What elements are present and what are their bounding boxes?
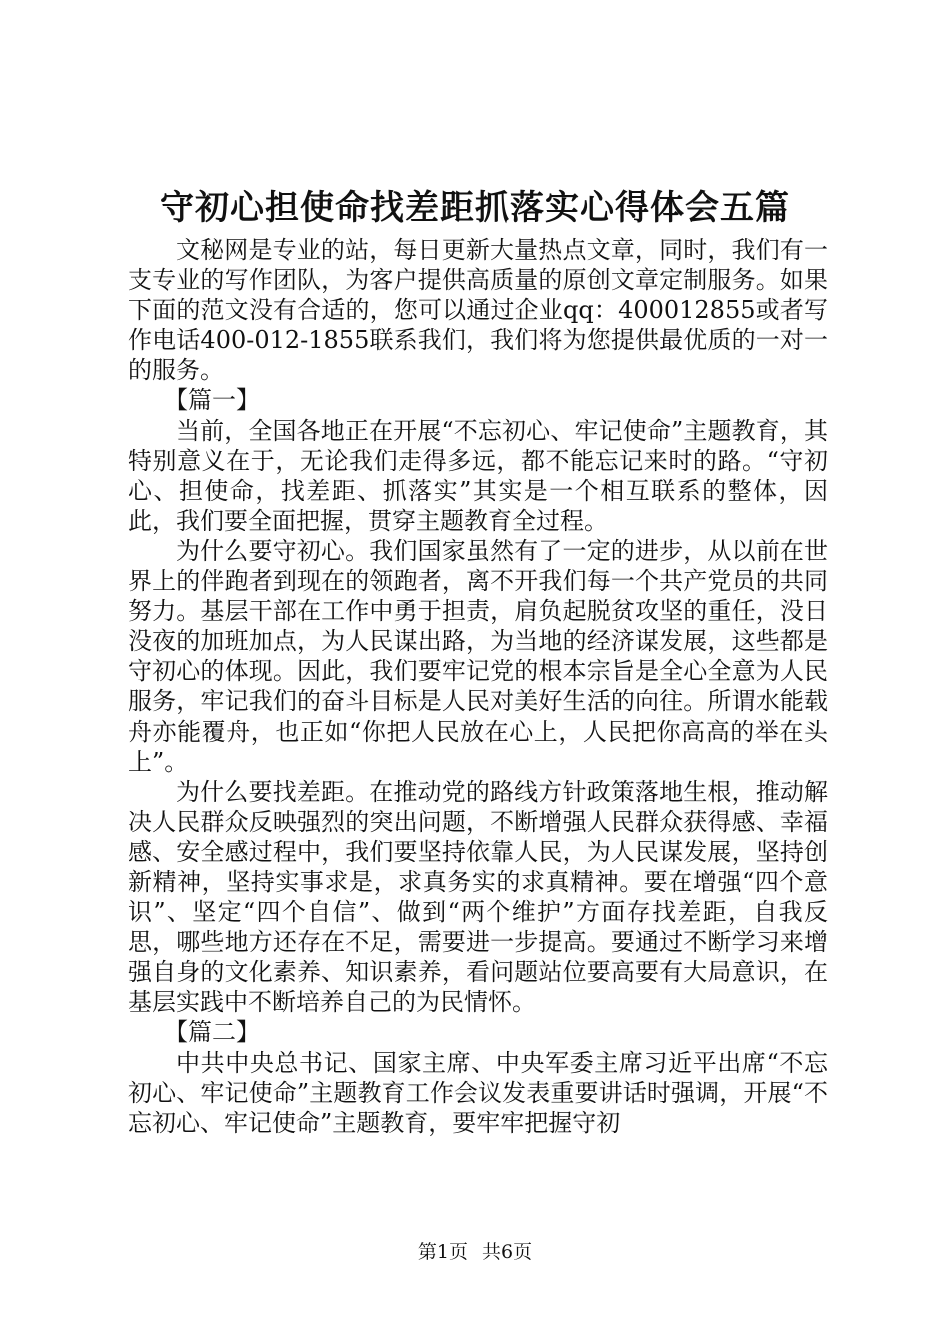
section-heading-1: 【篇一】	[164, 386, 260, 415]
paragraph: 为什么要找差距。在推动党的路线方针政策落地生根，推动解决人民群众反映强烈的突出问题，不断增强人民群众获得感、幸福感、安全感过程中，我们要坚持依靠人民，为人民谋发展，坚持创新精神，坚持实事求是，求真务实的求真精神。要在增强“四个意识”、坚定“四个自信”、做到“两个维护”方面存找差距，自我反思，哪些地方还存在不足，需要进一步提高。要通过不断学习来增强自身的文化素养、知识素养，看问题站位要高要有大局意识，在基层实践中不断培养自己的为民情怀。	[128, 777, 828, 1017]
paragraph: 为什么要守初心。我们国家虽然有了一定的进步，从以前在世界上的伴跑者到现在的领跑者，离不开我们每一个共产党员的共同努力。基层干部在工作中勇于担责，肩负起脱贫攻坚的重任，没日没夜的加班加点，为人民谋出路，为当地的经济谋发展，这些都是守初心的体现。因此，我们要牢记党的根本宗旨是全心全意为人民服务，牢记我们的奋斗目标是人民对美好生活的向往。所谓水能载舟亦能覆舟，也正如“你把人民放在心上，人民把你高高的举在头上”。	[128, 536, 828, 776]
section-heading-2: 【篇二】	[164, 1018, 260, 1047]
document-title: 守初心担使命找差距抓落实心得体会五篇	[160, 188, 790, 228]
paragraph: 中共中央总书记、国家主席、中央军委主席习近平出席“不忘初心、牢记使命”主题教育工作会议发表重要讲话时强调，开展“不忘初心、牢记使命”主题教育，要牢牢把握守初	[128, 1048, 828, 1137]
page-total: 共6页	[482, 1241, 533, 1263]
paragraph-intro: 文秘网是专业的站，每日更新大量热点文章，同时，我们有一支专业的写作团队，为客户提供高质量的原创文章定制服务。如果下面的范文没有合适的，您可以通过企业qq：400012855或者写作电话400-012-1855联系我们，我们将为您提供最优质的一对一的服务。	[128, 236, 828, 385]
page-footer	[0, 1238, 950, 1266]
document-body	[128, 235, 828, 1138]
page-number: 第1页	[417, 1241, 468, 1263]
paragraph: 当前，全国各地正在开展“不忘初心、牢记使命”主题教育，其特别意义在于，无论我们走得多远，都不能忘记来时的路。“守初心、担使命，找差距、抓落实”其实是一个相互联系的整体，因此，我们要全面把握，贯穿主题教育全过程。	[128, 416, 828, 535]
